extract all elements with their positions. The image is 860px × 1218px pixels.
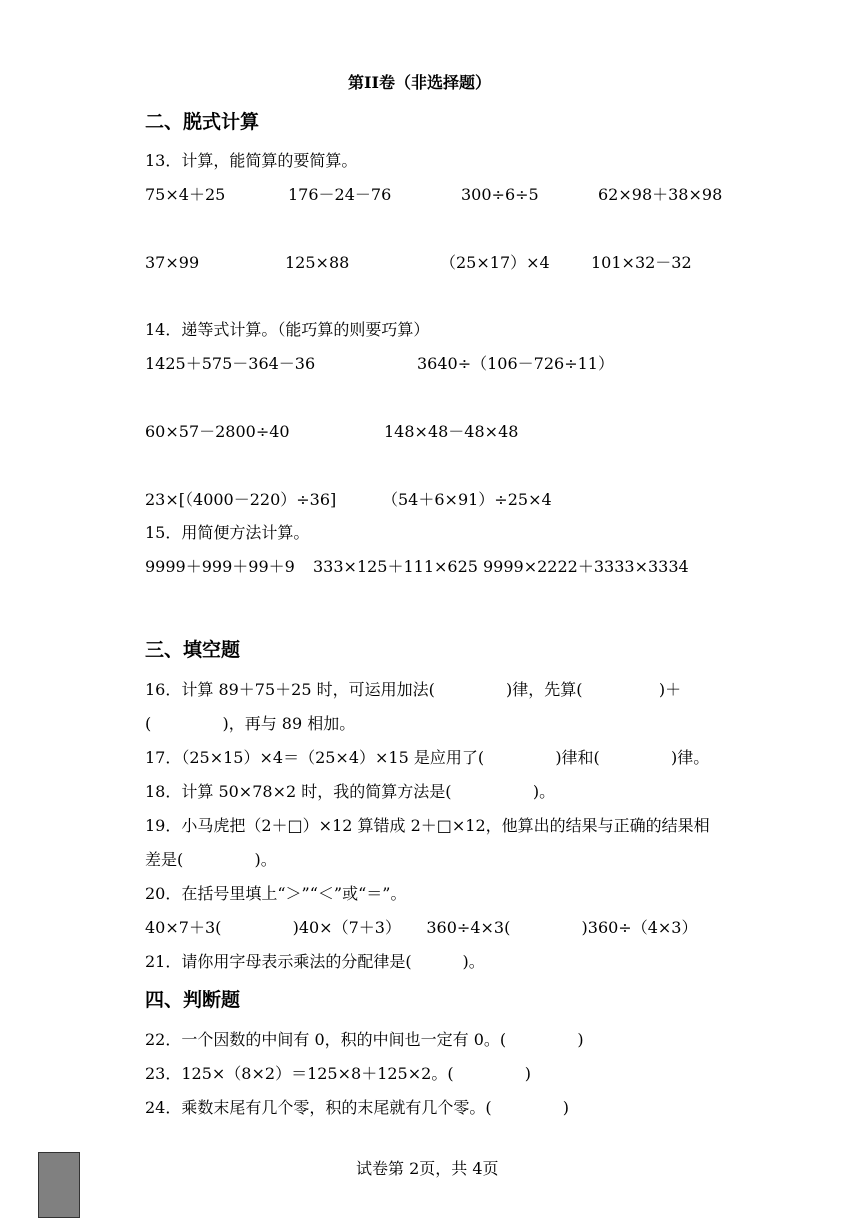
q13-expr: 176－24－76	[288, 185, 392, 204]
section-heading-calculation: 二、脱式计算	[145, 111, 260, 133]
question-13-prompt: 13．计算，能简算的要简算。	[145, 151, 358, 170]
q15-expr: 9999＋999＋99＋9	[145, 557, 295, 576]
q14-expr: 1425＋575－364－36	[145, 354, 316, 373]
question-24: 24．乘数末尾有几个零，积的末尾就有几个零。( )	[145, 1098, 570, 1117]
section-heading-fill-blank: 三、填空题	[145, 639, 241, 661]
q13-expr: 300÷6÷5	[461, 185, 539, 204]
question-15-prompt: 15．用简便方法计算。	[145, 523, 310, 542]
question-20-prompt: 20．在括号里填上“＞”“＜”或“＝”。	[145, 884, 407, 903]
question-20-row: 40×7＋3( )40×（7＋3） 360÷4×3( )360÷（4×3）	[145, 918, 698, 937]
q13-expr: 125×88	[285, 253, 350, 272]
q13-expr: 75×4＋25	[145, 185, 226, 204]
q13-expr: 62×98＋38×98	[598, 185, 723, 204]
q13-expr: （25×17）×4	[440, 253, 550, 272]
q14-expr: 23×[（4000－220）÷36]	[145, 490, 337, 509]
question-21: 21．请你用字母表示乘法的分配律是( )。	[145, 952, 485, 971]
q15-expr: 9999×2222＋3333×3334	[483, 557, 689, 576]
question-16-line2: ( )，再与 89 相加。	[145, 714, 356, 733]
q13-expr: 101×32－32	[591, 253, 692, 272]
page-footer: 试卷第 2页，共 4页	[356, 1159, 499, 1178]
q14-expr: （54＋6×91）÷25×4	[382, 490, 552, 509]
q15-expr: 333×125＋111×625	[313, 557, 478, 576]
margin-binding-strip	[38, 1152, 80, 1218]
q13-expr: 37×99	[145, 253, 200, 272]
question-19-line2: 差是( )。	[145, 850, 277, 869]
q14-expr: 148×48－48×48	[384, 422, 519, 441]
q14-expr: 60×57－2800÷40	[145, 422, 290, 441]
question-19-line1: 19．小马虎把（2＋□）×12 算错成 2＋□×12，他算出的结果与正确的结果相	[145, 816, 710, 835]
question-22: 22．一个因数的中间有 0，积的中间也一定有 0。( )	[145, 1030, 584, 1049]
page-title: 第II卷（非选择题）	[348, 73, 491, 92]
section-heading-judgement: 四、判断题	[145, 989, 241, 1011]
question-14-prompt: 14．递等式计算。（能巧算的则要巧算）	[145, 320, 430, 339]
question-16-line1: 16．计算 89＋75＋25 时，可运用加法( )律，先算( )＋	[145, 680, 682, 699]
question-18: 18．计算 50×78×2 时，我的简算方法是( )。	[145, 782, 556, 801]
question-17: 17．（25×15）×4＝（25×4）×15 是应用了( )律和( )律。	[145, 748, 710, 767]
q14-expr: 3640÷（106－726÷11）	[417, 354, 614, 373]
question-23: 23．125×（8×2）＝125×8＋125×2。( )	[145, 1064, 532, 1083]
